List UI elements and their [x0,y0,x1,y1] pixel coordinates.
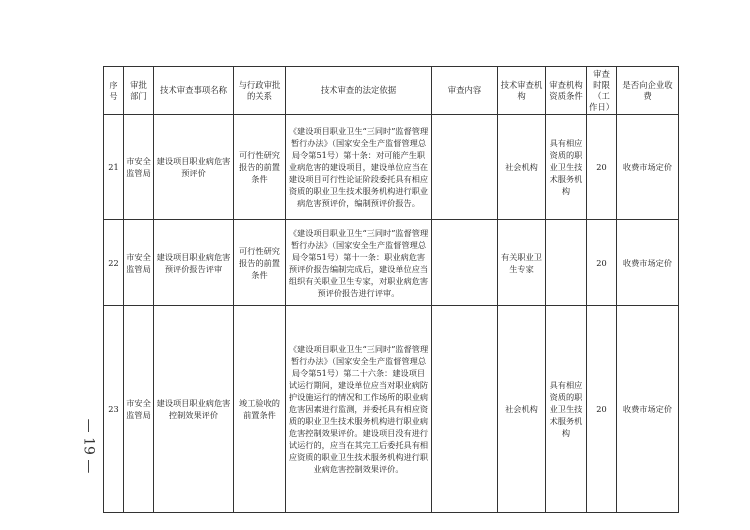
item-name-cell: 建设项目职业病危害控制效果评价 [154,306,234,513]
row-number: 22 [104,220,124,306]
qualification-cell [546,220,587,306]
review-items-table [103,66,679,513]
time-limit-cell: 20 [587,306,617,513]
header-qualification: 审查机构资质条件 [546,67,587,115]
table-row [104,220,679,306]
review-agency-cell: 社会机构 [498,115,546,220]
row-number: 21 [104,115,124,220]
legal-basis-cell: 《建设项目职业卫生“三同时”监督管理暂行办法》（国家安全生产监督管理总局令第51号）第十条：对可能产生职业病危害的建设项目，建设单位应当在建设项目可行性论证阶段委托具有相应资质的职业卫生技术服务机构进行职业病危害预评价，编制预评价报告。 [286,115,432,220]
page-number [80,418,96,474]
review-agency-cell: 有关职业卫生专家 [498,220,546,306]
header-fee: 是否向企业收费 [617,67,679,115]
item-name-cell: 建设项目职业病危害预评价 [154,115,234,220]
fee-cell: 收费市场定价 [617,306,679,513]
legal-basis-cell: 《建设项目职业卫生“三同时”监督管理暂行办法》（国家安全生产监督管理总局令第51号）第十一条：职业病危害预评价报告编制完成后，建设单位应当组织有关职业卫生专家，对职业病危害预评价报告进行评审。 [286,220,432,306]
time-limit-cell: 20 [587,220,617,306]
relation-cell: 可行性研究报告的前置条件 [234,115,286,220]
page-number-text: — 19 — [80,418,96,474]
header-content: 审查内容 [432,67,498,115]
time-limit-cell: 20 [587,115,617,220]
department-cell: 市安全监管局 [124,306,154,513]
review-agency-cell: 社会机构 [498,306,546,513]
review-content-cell [432,220,498,306]
qualification-cell: 具有相应资质的职业卫生技术服务机构 [546,115,587,220]
table-row [104,306,679,513]
fee-cell: 收费市场定价 [617,115,679,220]
header-no: 序号 [104,67,124,115]
review-content-cell [432,306,498,513]
relation-cell: 可行性研究报告的前置条件 [234,220,286,306]
item-name-cell: 建设项目职业病危害预评价报告评审 [154,220,234,306]
relation-cell: 竣工验收的前置条件 [234,306,286,513]
row-number: 23 [104,306,124,513]
header-item: 技术审查事项名称 [154,67,234,115]
header-agency: 技术审查机构 [498,67,546,115]
review-content-cell [432,115,498,220]
department-cell: 市安全监管局 [124,115,154,220]
table-header-row [104,67,679,115]
department-cell: 市安全监管局 [124,220,154,306]
header-dept: 审批部门 [124,67,154,115]
legal-basis-cell: 《建设项目职业卫生“三同时”监督管理暂行办法》（国家安全生产监督管理总局令第51号）第二十六条：建设项目试运行期间，建设单位应当对职业病防护设施运行的情况和工作场所的职业病危害因素进行监测，并委托具有相应资质的职业卫生技术服务机构进行职业病危害控制效果评价。建设项目没有进行试运行的，应当在其完工后委托具有相应资质的职业卫生技术服务机构进行职业病危害控制效果评价。 [286,306,432,513]
header-basis: 技术审查的法定依据 [286,67,432,115]
table-row [104,115,679,220]
header-relation: 与行政审批的关系 [234,67,286,115]
fee-cell: 收费市场定价 [617,220,679,306]
header-days: 审查时限（工作日） [587,67,617,115]
qualification-cell: 具有相应资质的职业卫生技术服务机构 [546,306,587,513]
